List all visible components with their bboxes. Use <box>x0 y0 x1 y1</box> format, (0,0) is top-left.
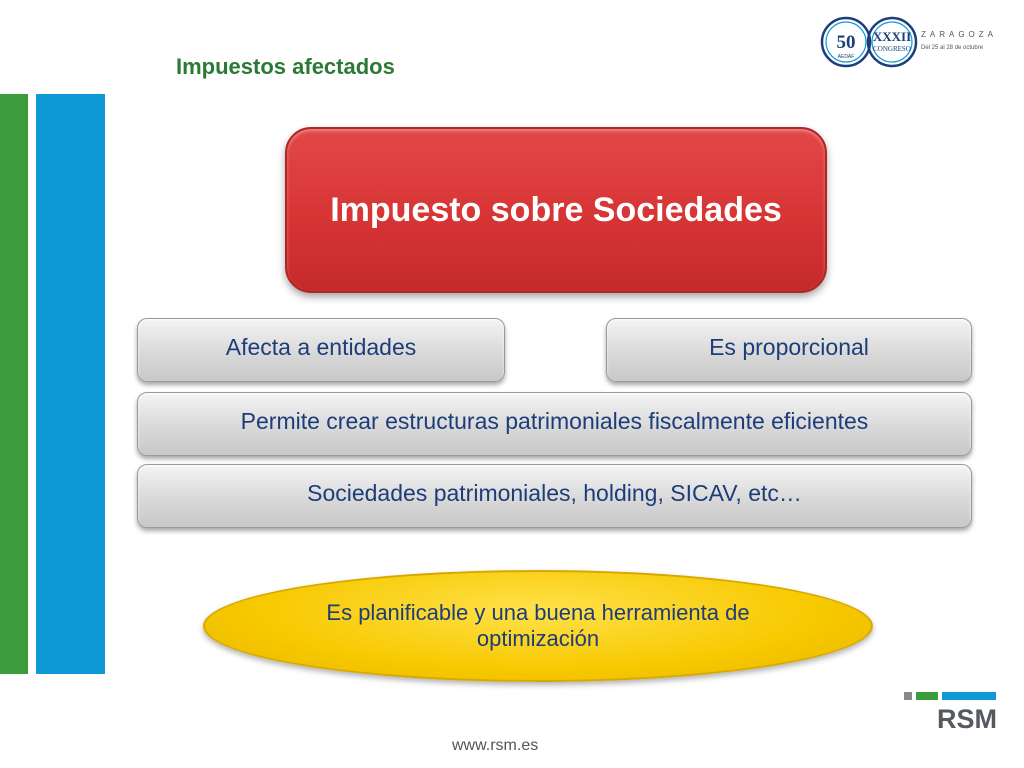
highlight-text: Es planificable y una buena herramienta de optimización <box>326 600 750 651</box>
feature-label: Permite crear estructuras patrimoniales fiscalmente eficientes <box>240 407 869 434</box>
congress-logo <box>820 14 1000 70</box>
feature-box-proportional <box>606 318 972 382</box>
feature-box-examples <box>137 464 972 528</box>
feature-label: Sociedades patrimoniales, holding, SICAV, etc… <box>307 479 802 506</box>
main-concept-label: Impuesto sobre Sociedades <box>330 190 782 229</box>
left-green-stripe <box>0 94 28 674</box>
footer-url[interactable]: www.rsm.es <box>452 737 539 754</box>
rsm-logo <box>904 690 999 732</box>
svg-text:Del 25 al 28 de octubre: Del 25 al 28 de octubre <box>921 45 984 51</box>
svg-text:XXXII: XXXII <box>872 29 912 44</box>
feature-label: Es proporcional <box>709 333 869 360</box>
feature-box-entities <box>137 318 505 382</box>
svg-text:RSM: RSM <box>937 704 997 732</box>
svg-text:ZARAGOZA: ZARAGOZA <box>921 30 998 39</box>
highlight-ellipse <box>203 570 873 682</box>
svg-text:CONGRESO: CONGRESO <box>873 45 911 53</box>
left-blue-stripe <box>36 94 105 674</box>
feature-box-structures <box>137 392 972 456</box>
feature-label: Afecta a entidades <box>225 333 417 360</box>
svg-text:50: 50 <box>836 32 856 53</box>
main-concept-box <box>285 127 827 293</box>
svg-text:AEDAF: AEDAF <box>837 54 855 60</box>
page-title: Impuestos afectados <box>176 54 395 79</box>
